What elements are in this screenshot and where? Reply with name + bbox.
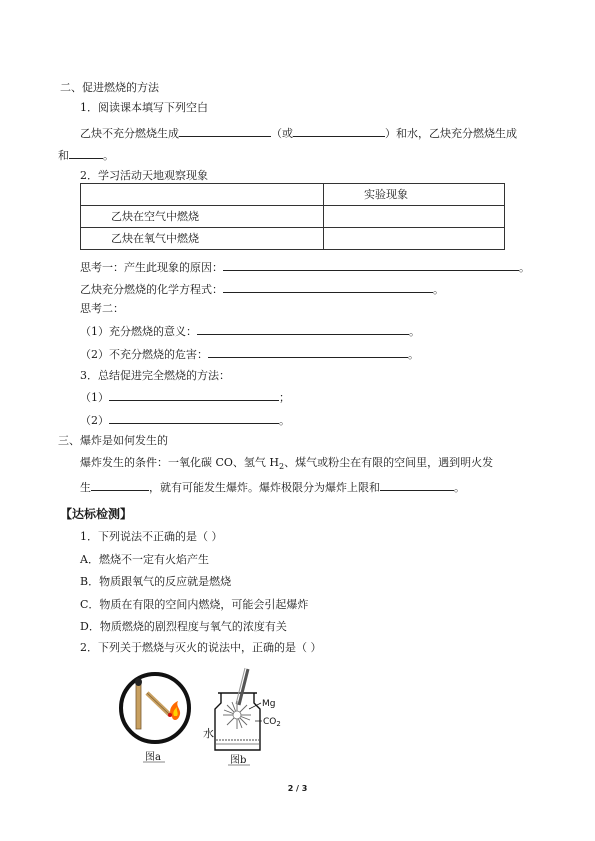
acetylene-alt-product-blank[interactable] [293,126,385,137]
item1-line1-text-b: （或 [271,127,293,140]
explosion-lower-limit-blank[interactable] [380,480,454,491]
think1-label: 思考一：产生此现象的原因： [80,261,223,274]
equation-line [80,282,444,295]
table-row [81,206,505,228]
think2-label: 思考二： [80,302,124,315]
co2-label [263,717,281,728]
think1-answer-blank[interactable] [223,260,519,271]
item1-line2-text-b: 。 [103,149,114,162]
think1-end: 。 [519,261,530,274]
figure-a-matches-icon [121,674,189,742]
item1-line1-text-c: ）和水，乙炔充分燃烧生成 [385,127,517,140]
check-section-title: 【达标检测】 [60,507,133,521]
method2-answer-blank[interactable] [109,413,279,424]
question-1-option-b[interactable]: B．物质跟氧气的反应就是燃烧 [80,575,232,588]
harm-line [80,347,419,360]
figure-a-caption: 图a [145,752,161,763]
method2-label: （2） [80,414,109,427]
method1-label: （1） [80,391,109,404]
question-2: 2．下列关于燃烧与灭火的说法中，正确的是（ ） [80,641,322,654]
table-header-phenomenon: 实验现象 [324,184,505,206]
page-number: 2 / 3 [287,784,308,793]
item1-line1-text-a: 乙炔不充分燃烧生成 [80,127,179,140]
harm-answer-blank[interactable] [208,347,408,358]
table-row [81,228,505,250]
table-header-empty-cell [81,184,324,206]
table-row-oxygen-label: 乙炔在氧气中燃烧 [81,228,324,250]
co2-subscript: 2 [276,720,281,728]
water-label: 水 [203,727,214,740]
co2-label-text: CO [263,717,277,727]
harm-end: 。 [408,348,419,361]
explosion-condition-text-b: 、煤气或粉尘在有限的空间里，遇到明火发 [284,456,494,469]
equation-label: 乙炔充分燃烧的化学方程式： [80,283,223,296]
method1-answer-blank[interactable] [109,390,279,401]
item1-line1 [80,126,517,139]
observation-table [80,183,505,250]
method1-end: ； [279,391,290,404]
item1-line2-text-a: 和 [58,149,69,162]
combustion-figures [115,665,315,770]
harm-label: （2）不充分燃烧的危害： [80,348,208,361]
hydrogen-subscript: 2 [279,462,285,472]
explosion-condition-end: 。 [454,481,465,494]
meaning-answer-blank[interactable] [197,324,409,335]
method1-line [80,390,290,403]
method2-end: 。 [279,414,290,427]
acetylene-incomplete-product-blank[interactable] [179,126,271,137]
explosion-condition-line1 [80,457,493,471]
explosion-condition-text-c: 生 [80,481,91,494]
item1-line2 [58,148,114,161]
question-1-option-a[interactable]: A．燃烧不一定有火焰产生 [80,553,209,566]
acetylene-complete-product-blank[interactable] [69,148,103,159]
explosion-condition-text-a: 爆炸发生的条件：一氧化碳 CO、氢气 H [80,456,280,469]
equation-end: 。 [433,283,444,296]
question-1: 1．下列说法不正确的是（ ） [80,530,223,543]
mg-label: Mg [262,699,276,709]
question-1-option-d[interactable]: D．物质燃烧的剧烈程度与氧气的浓度有关 [80,620,287,633]
table-row-air-answer-cell[interactable] [324,206,505,228]
method2-line [80,413,290,426]
equation-answer-blank[interactable] [223,282,433,293]
section-title-promote-combustion: 二、促进燃烧的方法 [60,81,159,94]
explosion-condition-blank[interactable] [91,480,149,491]
meaning-label: （1）充分燃烧的意义： [80,325,197,338]
think1-line [80,260,530,273]
figure-b-jar-icon [215,668,262,750]
item2-title: 2．学习活动天地观察现象 [80,169,208,182]
meaning-line [80,324,420,337]
section-title-explosion: 三、爆炸是如何发生的 [58,434,168,447]
question-1-option-c[interactable]: C．物质在有限的空间内燃烧，可能会引起爆炸 [80,598,309,611]
item1-title: 1．阅读课本填写下列空白 [80,101,208,114]
item3-title: 3．总结促进完全燃烧的方法： [80,369,230,382]
table-row-air-label: 乙炔在空气中燃烧 [81,206,324,228]
figure-b-caption: 图b [230,755,247,766]
table-header-row [81,184,505,206]
meaning-end: 。 [409,325,420,338]
explosion-condition-line2 [80,480,465,493]
explosion-condition-text-d: ，就有可能发生爆炸。爆炸极限分为爆炸上限和 [149,481,380,494]
table-row-oxygen-answer-cell[interactable] [324,228,505,250]
